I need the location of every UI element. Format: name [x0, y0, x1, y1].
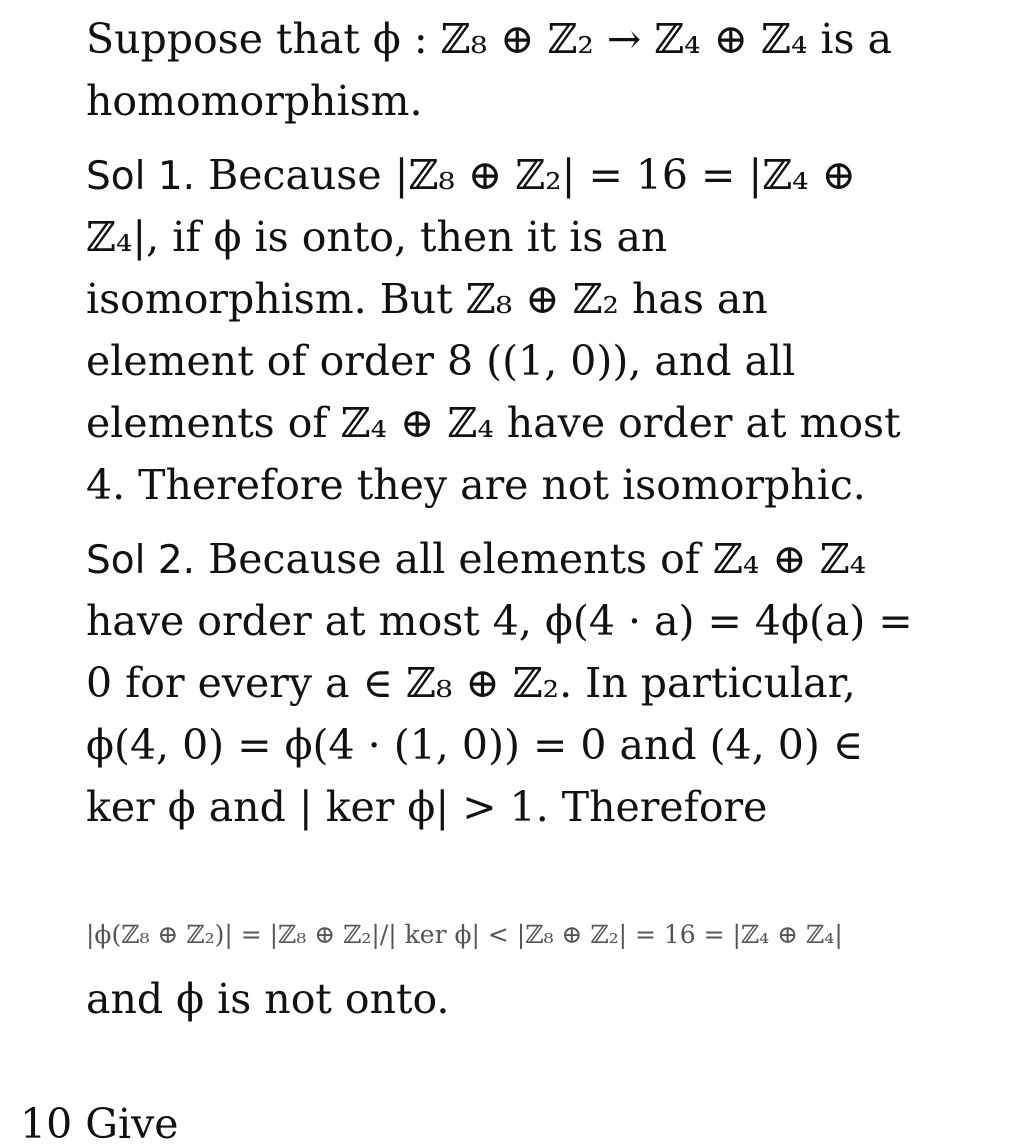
sol2-line-2: have order at most 4, ϕ(4 · a) = 4ϕ(a) =	[86, 597, 913, 645]
sol2-line-3: 0 for every a ∈ ℤ₈ ⊕ ℤ₂. In particular,	[86, 659, 856, 707]
sol2-label: Sol 2.	[86, 538, 196, 583]
sol2-line-4: ϕ(4, 0) = ϕ(4 · (1, 0)) = 0 and (4, 0) ∈	[86, 721, 864, 769]
cut-off-next-problem: 10 Give	[20, 1100, 179, 1148]
sol1-line-1	[86, 144, 946, 206]
problem-line-1: Suppose that ϕ : ℤ₈ ⊕ ℤ₂ → ℤ₄ ⊕ ℤ₄ is a	[86, 15, 893, 63]
sol1-line-3: isomorphism. But ℤ₈ ⊕ ℤ₂ has an	[86, 275, 768, 323]
sol1-label: Sol 1.	[86, 154, 196, 199]
sol2-line-1	[86, 528, 946, 590]
sol1-line-1-text: Because |ℤ₈ ⊕ ℤ₂| = 16 = |ℤ₄ ⊕	[195, 151, 856, 199]
display-equation: |ϕ(ℤ₈ ⊕ ℤ₂)| = |ℤ₈ ⊕ ℤ₂|/| ker ϕ| < |ℤ₈ ⊕ ℤ₂| = 16 = |ℤ₄ ⊕ ℤ₄|	[86, 920, 843, 949]
problem-line-2: homomorphism.	[86, 77, 423, 125]
sol2-line-5: ker ϕ and | ker ϕ| > 1. Therefore	[86, 783, 768, 831]
sol1-line-2: ℤ₄|, if ϕ is onto, then it is an	[86, 213, 668, 261]
sol1-line-4: element of order 8 ((1, 0)), and all	[86, 337, 796, 385]
solution-2	[86, 528, 946, 838]
sol1-line-6: 4. Therefore they are not isomorphic.	[86, 461, 866, 509]
sol2-line-1-text: Because all elements of ℤ₄ ⊕ ℤ₄	[195, 535, 867, 583]
problem-statement	[86, 8, 946, 132]
solution-1	[86, 144, 946, 516]
sol1-line-5: elements of ℤ₄ ⊕ ℤ₄ have order at most	[86, 399, 901, 447]
document-page	[86, 0, 946, 831]
closing-line: and ϕ is not onto.	[86, 975, 450, 1023]
